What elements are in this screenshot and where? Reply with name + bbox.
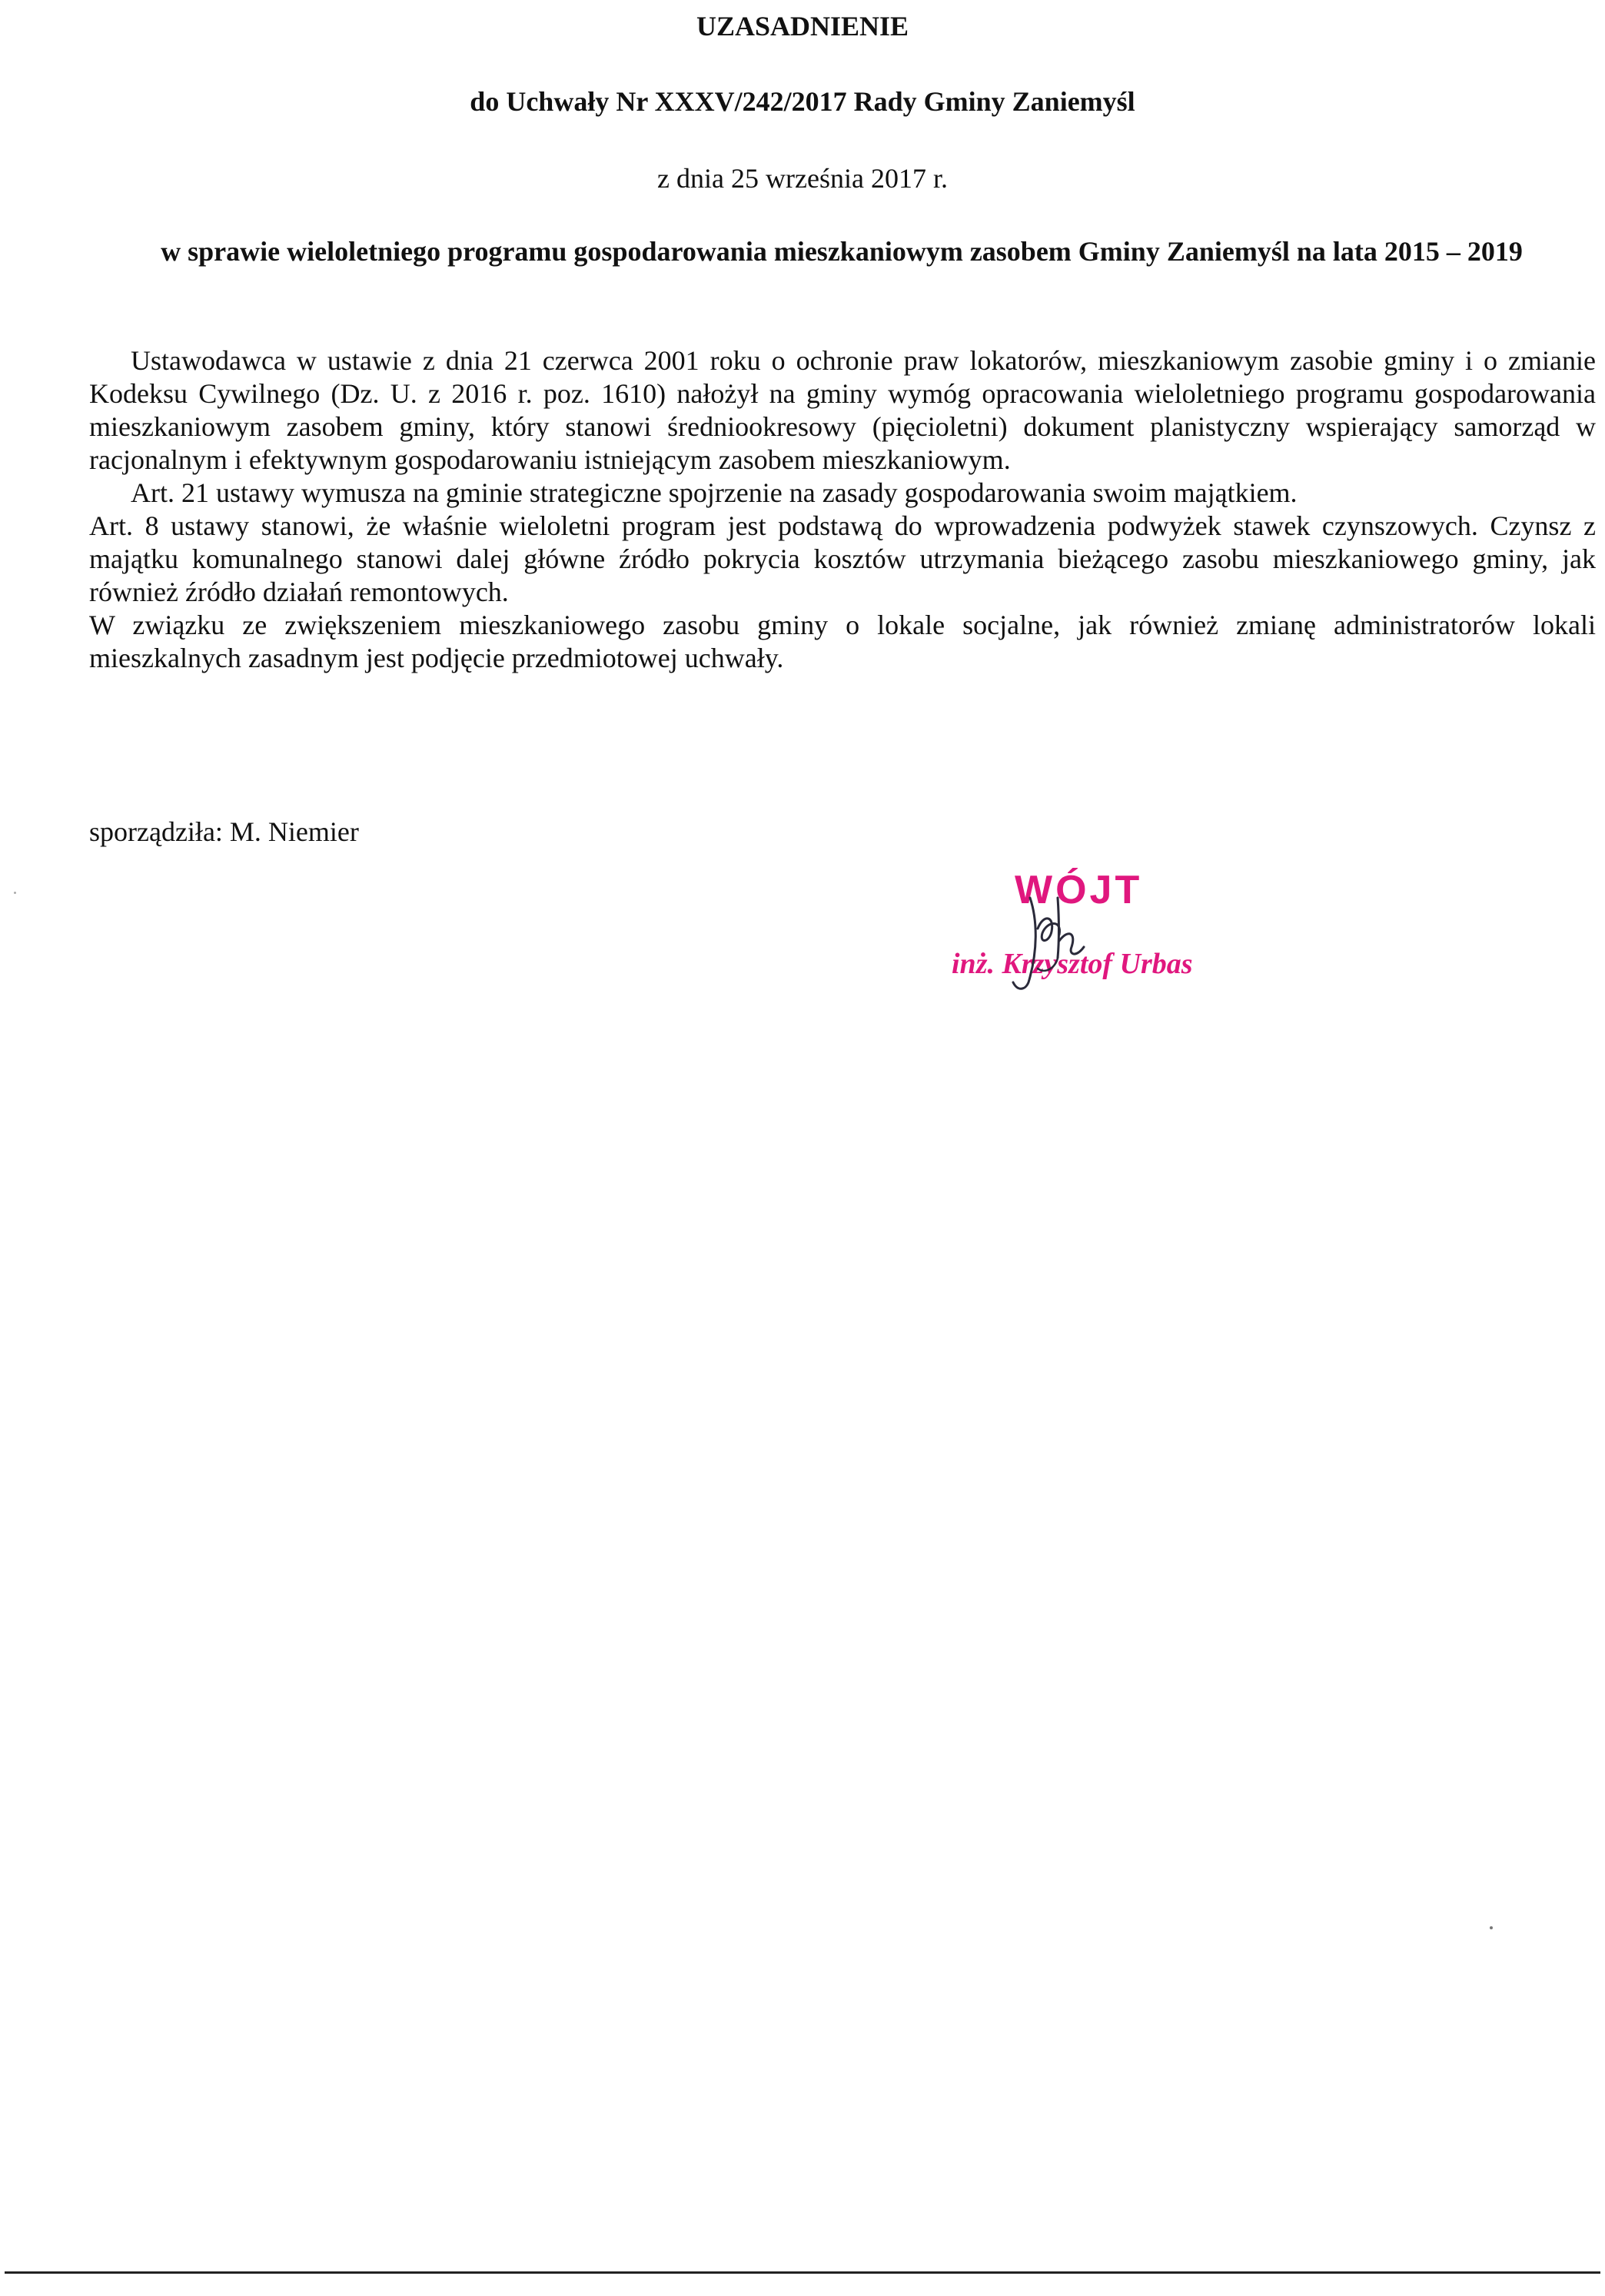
paragraph-1: Ustawodawca w ustawie z dnia 21 czerwca 2001 roku o ochronie praw lokatorów, mieszkaniowym zasobie gminy i o zmianie Kodeksu Cywilnego (Dz. U. z 2016 r. poz. 1610) nałożył na gminy wymóg opracowania wieloletniego programu gospodarowania mieszkaniowym zasobem gminy, który stanowi średniookresowy (pięcioletni) dokument planistyczny wspierający samorząd w racjonalnym i efektywnym gospodarowaniu istniejącym zasobem mieszkaniowym. (89, 345, 1596, 475)
paragraph-3: Art. 8 ustawy stanowi, że właśnie wieloletni program jest podstawą do wprowadzenia podwyżek stawek czynszowych. Czynsz z majątku komunalnego stanowi dalej główne źródło pokrycia kosztów utrzymania bieżącego zasobu mieszkaniowego gminy, jak również źródło działań remontowych. (89, 510, 1596, 607)
bottom-rule (5, 2271, 1600, 2274)
official-stamp (922, 867, 1291, 998)
paragraph-4: W związku ze zwiększeniem mieszkaniowego zasobu gminy o lokale socjalne, jak również zmianę administratorów lokali mieszkalnych zasadnym jest podjęcie przedmiotowej uchwały. (89, 610, 1596, 673)
resolution-reference: do Uchwały Nr XXXV/242/2017 Rady Gminy Zaniemyśl (470, 86, 1135, 117)
prepared-by: sporządziła: M. Niemier (89, 816, 359, 847)
scan-speck (1490, 1926, 1493, 1929)
scan-speck (14, 892, 16, 894)
body-text (89, 344, 1596, 675)
paragraph-2: Art. 21 ustawy wymusza na gminie strategiczne spojrzenie na zasady gospodarowania swoim majątkiem. (131, 477, 1298, 508)
document-heading: UZASADNIENIE (696, 11, 909, 42)
date-line: z dnia 25 września 2017 r. (657, 163, 948, 194)
stamp-name: inż. Krzysztof Urbas (952, 948, 1193, 980)
subject-line: w sprawie wieloletniego programu gospodarowania mieszkaniowym zasobem Gminy Zaniemyśl na lata 2015 – 2019 (161, 236, 1523, 267)
handwritten-signature-icon (922, 867, 1291, 998)
stamp-title: WÓJT (1015, 868, 1143, 912)
